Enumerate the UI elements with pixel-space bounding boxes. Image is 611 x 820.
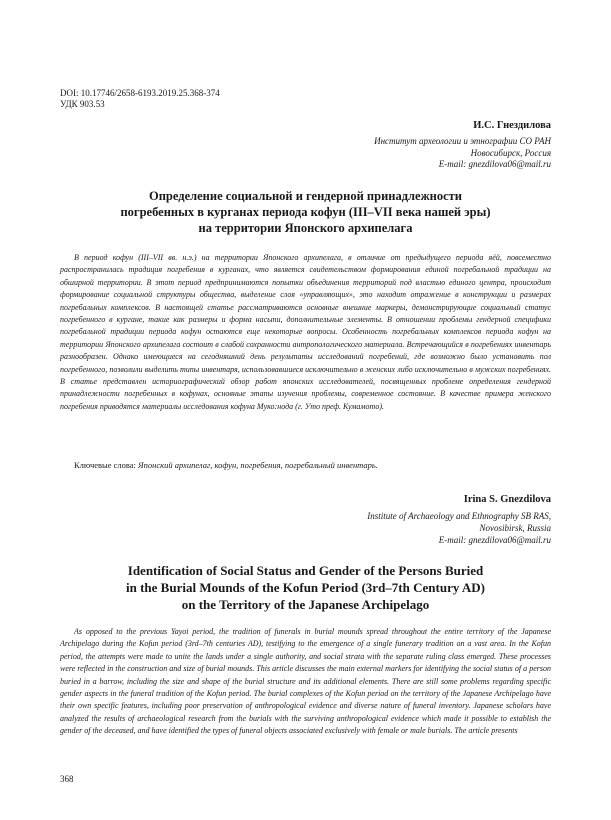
keywords-values: Японский архипелаг, кофун, погребения, погребальный инвентарь. bbox=[138, 460, 378, 470]
english-title-line: Identification of Social Status and Gender of the Persons Buried bbox=[127, 563, 484, 578]
russian-author-name: И.С. Гнездилова bbox=[473, 120, 551, 131]
russian-affiliation-city: Новосибирск, Россия bbox=[470, 147, 551, 158]
english-title bbox=[60, 562, 551, 613]
page-number: 368 bbox=[60, 774, 74, 784]
russian-title-line: погребенных в курганах периода кофун (III–VII века нашей эры) bbox=[120, 205, 491, 219]
english-title-line: in the Burial Mounds of the Kofun Period (3rd–7th Century AD) bbox=[126, 580, 485, 595]
english-author-name: Irina S. Gnezdilova bbox=[463, 494, 551, 505]
russian-title bbox=[60, 188, 551, 236]
english-affiliation-city: Novosibirsk, Russia bbox=[479, 523, 551, 533]
doi: DOI: 10.17746/2658-6193.2019.25.368-374 bbox=[60, 88, 220, 98]
english-affiliation bbox=[367, 510, 551, 546]
english-affiliation-email: E-mail: gnezdilova06@mail.ru bbox=[438, 535, 551, 545]
keywords-label: Ключевые слова: bbox=[74, 460, 136, 470]
russian-title-line: на территории Японского архипелага bbox=[198, 221, 413, 235]
russian-affiliation bbox=[374, 136, 551, 171]
russian-title-line: Определение социальной и гендерной принадлежности bbox=[148, 189, 463, 203]
russian-affiliation-email: E-mail: gnezdilova06@mail.ru bbox=[438, 159, 551, 169]
english-abstract-text: As opposed to the previous Yayoi period, the tradition of funerals in burial mounds spread throughout the entire territory of the Japanese Archipelago during the Kofun period (3rd–7th centuries AD), testifying to the emergence of a single funerary tradition on a vast area. In the Kofun period, the attempts were made to unite the lands under a single authority, and social strata with the separate ruling class emerged. These processes were reflected in the construction and size of burial mounds. This article discusses the main external markers for identifying the social status of a person buried in a barrow, including the size and shape of the burial structure and its additional elements. There are still some problems regarding specific gender aspects in the funeral tradition of the Kofun period. The burial complexes of the Kofun period on the territory of the Japanese Archipelago have their own specific features, including poor preservation of anthropological evidence and diverse nature of funeral inventory. Japanese scholars have analyzed the results of archaeological research from the burials with the surviving anthropological evidence which made it possible to establish the gender of the deceased, and have identified the types of funeral objects associated exclusively with female or male burials. The article presents bbox=[60, 627, 551, 736]
english-affiliation-institute: Institute of Archaeology and Ethnography SB RAS, bbox=[367, 511, 551, 521]
russian-abstract-text: В период кофун (III–VII вв. н.э.) на территории Японского архипелага, в отличие от предыдущего периода яёй, повсеместно распространилась традиция погребения в курганах, что является свидетельством формирования единой погребальной традиции на обширной территории. В этот период предпринимаются попытки объединения территорий под властью единого центра, происходит формирование социальной структуры общества, выделение слоя «управляющих», это находит отражение в конструкции и размерах погребальных комплексов. В настоящей статье рассматриваются основные внешние маркеры, демонстрирующие социальный статус погребенного в кургане, такие как размеры и форма насыпи, дополнительные элементы. В отношении проблемы гендерной специфики погребальной традиции периода кофун остаются еще некоторые вопросы. Особенность погребальных комплексов периода кофун на территории Японского архипелага состоит в слабой сохранности антропологического материала. Встречающийся в погребениях инвентарь разнообразен. Однако имеющиеся на сегодняшний день результаты исследований погребений, где возможно было установить пол погребенного, позволили выделить типы инвентаря, использовавшиеся исключительно в женских либо исключительно в мужских погребениях. В статье представлен историографический обзор работ японских исследователей, посвященных проблеме определения гендерной принадлежности погребенных в кофунах, основные этапы изучения проблемы, современное состояние. В качестве примера женского погребения приводятся материалы исследования кофуна Муко:нода (г. Уто преф. Кумамото). bbox=[60, 253, 551, 411]
russian-abstract bbox=[60, 252, 551, 413]
udc-code: УДК 903.53 bbox=[60, 99, 105, 109]
english-title-line: on the Territory of the Japanese Archipelago bbox=[181, 597, 430, 612]
russian-affiliation-institute: Институт археологии и этнографии СО РАН bbox=[374, 136, 551, 146]
english-abstract bbox=[60, 626, 551, 738]
russian-keywords bbox=[74, 460, 378, 471]
article-identifiers bbox=[60, 88, 220, 110]
